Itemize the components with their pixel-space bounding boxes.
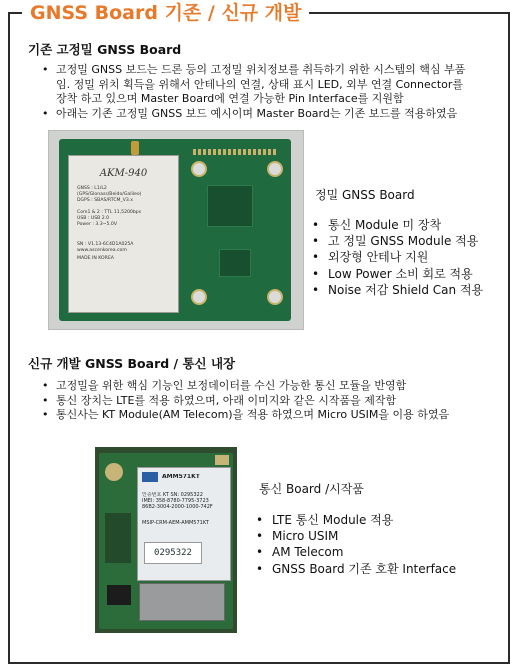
module-spec-line: Com1 & 2 : TTL 11,5200bps xyxy=(77,210,142,215)
board-chip xyxy=(219,249,251,277)
section2-bullets xyxy=(40,379,480,423)
lte-label-line: MSIP-CRM-AEM-AMM571KT xyxy=(142,520,209,526)
feature-item: • Micro USIM xyxy=(256,528,456,544)
section2-caption: 통신 Board /시작품 xyxy=(259,482,364,496)
feature-item: • AM Telecom xyxy=(256,544,456,560)
lte-label-line: IMEI: 358-8780-7795-3723 xyxy=(142,498,209,504)
section2-bullet: • 고정밀을 위한 핵심 기능인 보정데이터를 수신 가능한 통신 모듈을 반영함 xyxy=(40,379,480,394)
section2-bullet: • 통신사는 KT Module(AM Telecom)을 적용 하였으며 Micro USIM을 이용 하였음 xyxy=(40,408,480,423)
feature-item: • 통신 Module 미 장착 xyxy=(312,217,483,233)
section1-bullet: • 고정밀 GNSS 보드는 드론 등의 고정밀 위치정보를 취득하기 위한 시스템의 핵심 부품임. 정밀 위치 획득을 위해서 안테나의 연결, 상태 표시 LED, 외부 연결 Connector를 장착 하고 있으며 Master Board에 연결 가능한 Pin Interface를 지원함 xyxy=(40,63,470,107)
mounting-hole xyxy=(267,289,283,305)
feature-item: • Low Power 소비 회로 적용 xyxy=(312,266,483,282)
module-spec-line: (GPS/Glonass/Beido/Galileo) xyxy=(77,192,142,197)
antenna-connector xyxy=(131,141,139,155)
lte-prototype-photo xyxy=(95,447,237,633)
section2-features xyxy=(256,512,456,577)
section2-bullet: • 통신 장치는 LTE를 적용 하였으며, 아래 이미지와 같은 시작품을 제작함 xyxy=(40,394,480,409)
feature-item: • 고 정밀 GNSS Module 적용 xyxy=(312,233,483,249)
board-chip xyxy=(107,585,131,605)
section1-features xyxy=(312,217,483,298)
board-connector xyxy=(105,463,123,481)
section1-heading: 기존 고정밀 GNSS Board xyxy=(28,42,182,57)
usim-slot xyxy=(139,583,225,621)
board-component xyxy=(105,513,131,563)
lte-module-label xyxy=(137,467,231,581)
board-chip xyxy=(207,185,253,227)
module-spec-line: www.ascenkorea.com xyxy=(77,248,127,253)
module-spec-line: Power : 3.3~5.0V xyxy=(77,222,117,227)
lte-model: AMM571KT xyxy=(162,474,200,480)
page-title: GNSS Board 기존 / 신규 개발 xyxy=(22,1,309,25)
existing-gnss-board-photo xyxy=(48,130,304,330)
mounting-hole xyxy=(191,161,207,177)
pin-header xyxy=(193,149,277,155)
module-spec-line: GNSS : L1/L2 xyxy=(77,186,107,191)
section1-caption: 정밀 GNSS Board xyxy=(315,188,415,202)
board-connector xyxy=(215,455,229,465)
handwritten-serial: 0295322 xyxy=(144,542,202,564)
section2-heading: 신규 개발 GNSS Board / 통신 내장 xyxy=(28,356,236,371)
module-spec-line: MADE IN KOREA xyxy=(77,256,114,261)
section1-bullets xyxy=(40,63,470,121)
gnss-pcb xyxy=(59,139,291,321)
mounting-hole xyxy=(267,161,283,177)
mounting-hole xyxy=(191,289,207,305)
module-spec-line: USB : USB 2.0 xyxy=(77,216,110,221)
am-logo-icon xyxy=(142,472,158,482)
lte-label-line: 인증번호 KT SN: 0295322 xyxy=(142,492,203,498)
feature-item: • 외장형 안테나 지원 xyxy=(312,249,483,265)
gnss-module-label xyxy=(68,155,179,313)
module-spec-line: SN : V1.13-6C4D1A025A xyxy=(77,242,134,247)
feature-item: • GNSS Board 기존 호환 Interface xyxy=(256,561,456,577)
module-model: AKM-940 xyxy=(99,168,148,179)
module-spec-line: DGPS : SBAS/RTCM_V3.x xyxy=(77,198,134,203)
feature-item: • LTE 통신 Module 적용 xyxy=(256,512,456,528)
section1-bullet: • 아래는 기존 고정밀 GNSS 보드 예시이며 Master Board는 기존 보드를 적용하였음 xyxy=(40,107,470,122)
feature-item: • Noise 저감 Shield Can 적용 xyxy=(312,282,483,298)
lte-label-line: 86B2-3004-2000-1000-742F xyxy=(142,504,213,510)
lte-pcb xyxy=(99,453,233,629)
